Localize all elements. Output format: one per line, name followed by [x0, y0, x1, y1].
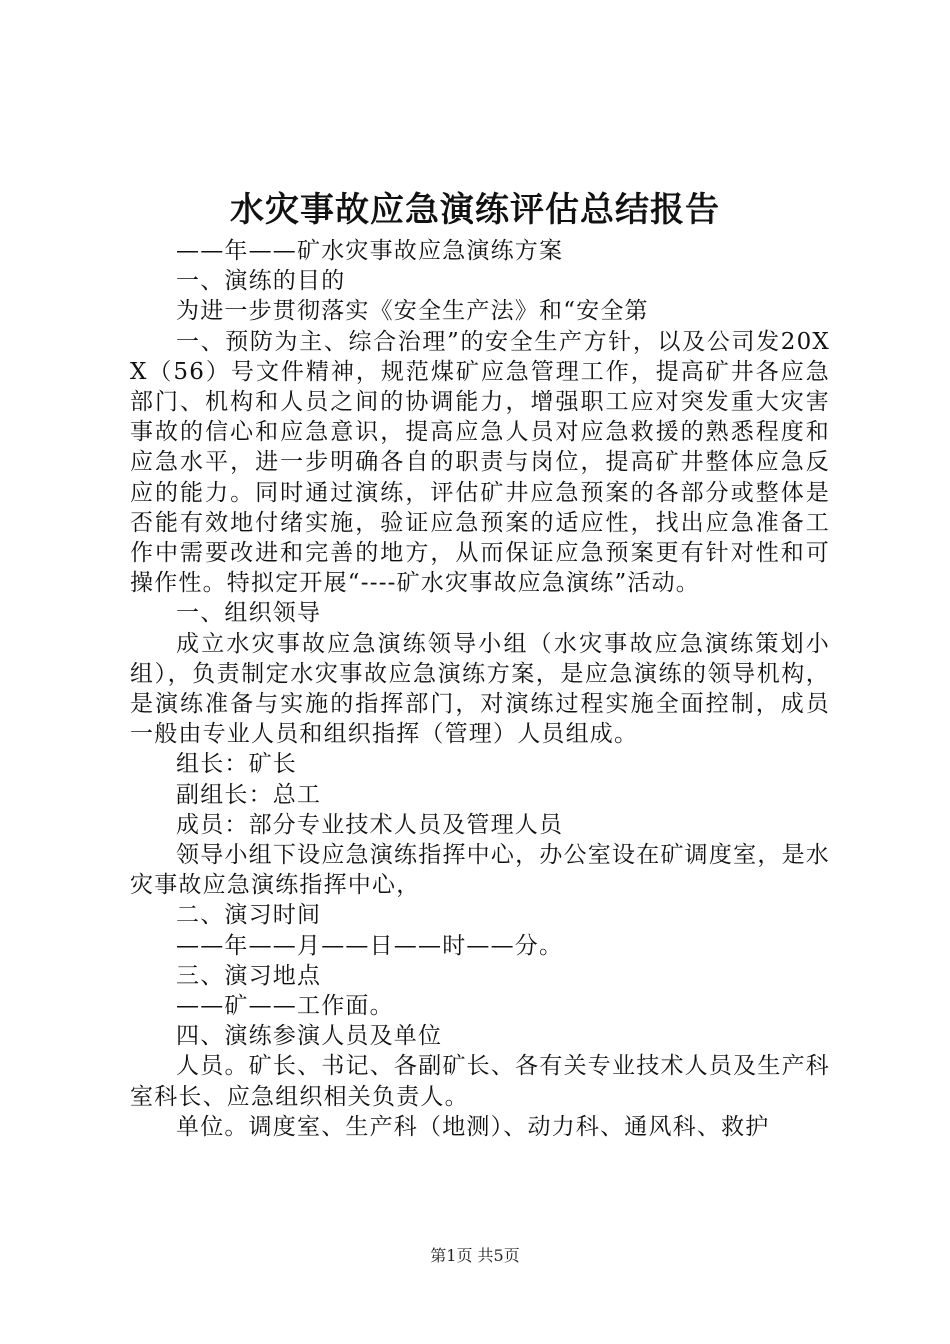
- paragraph-participant-units: 单位。调度室、生产科（地测）、动力科、通风科、救护: [176, 1113, 770, 1140]
- paragraph-command-center: 领导小组下设应急演练指挥中心，办公室设在矿调度室，是水灾事故应急演练指挥中心，: [130, 842, 830, 899]
- paragraph-deputy-leader: 副组长：总工: [176, 781, 322, 808]
- paragraph-leader: 组长：矿长: [176, 751, 297, 778]
- paragraph-location: ——矿——工作面。: [176, 993, 394, 1020]
- heading-time: 二、演习时间: [176, 902, 322, 929]
- paragraph-purpose-intro: 为进一步贯彻落实《安全生产法》和“安全第: [176, 298, 649, 325]
- paragraph-members: 成员：部分专业技术人员及管理人员: [176, 811, 564, 838]
- paragraph-organization: 成立水灾事故应急演练领导小组（水灾事故应急演练策划小组），负责制定水灾事故应急演练方案，是应急演练的领导机构，是演练准备与实施的指挥部门，对演练过程实施全面控制，成员一般由专业人员和组织指挥（管理）人员组成。: [130, 630, 830, 748]
- paragraph-plan-name: ——年——矿水灾事故应急演练方案: [176, 238, 564, 264]
- paragraph-time: ——年——月——日——时——分。: [176, 932, 564, 959]
- document-title: 水灾事故应急演练评估总结报告: [230, 190, 720, 230]
- heading-location: 三、演习地点: [176, 962, 322, 989]
- page-number-footer: 第1页 共5页: [430, 1246, 520, 1265]
- paragraph-purpose-body: 一、预防为主、综合治理”的安全生产方针，以及公司发20XX（56）号文件精神，规范煤矿应急管理工作，提高矿井各应急部门、机构和人员之间的协调能力，增强职工应对突发重大灾害事故的信心和应急意识，提高应急人员对应急救援的熟悉程度和应急水平，进一步明确各自的职责与岗位，提高矿井整体应急反应的能力。同时通过演练，评估矿井应急预案的各部分或整体是否能有效地付绪实施，验证应急预案的适应性，找出应急准备工作中需要改进和完善的地方，从而保证应急预案更有针对性和可操作性。特拟定开展“----矿水灾事故应急演练”活动。: [130, 328, 830, 597]
- document-body: [130, 236, 830, 1142]
- paragraph-participant-personnel: 人员。矿长、书记、各副矿长、各有关专业技术人员及生产科室科长、应急组织相关负责人。: [130, 1053, 830, 1110]
- heading-organization: 一、组织领导: [176, 600, 322, 627]
- heading-purpose: 一、演练的目的: [176, 268, 346, 295]
- heading-participants: 四、演练参演人员及单位: [176, 1023, 443, 1050]
